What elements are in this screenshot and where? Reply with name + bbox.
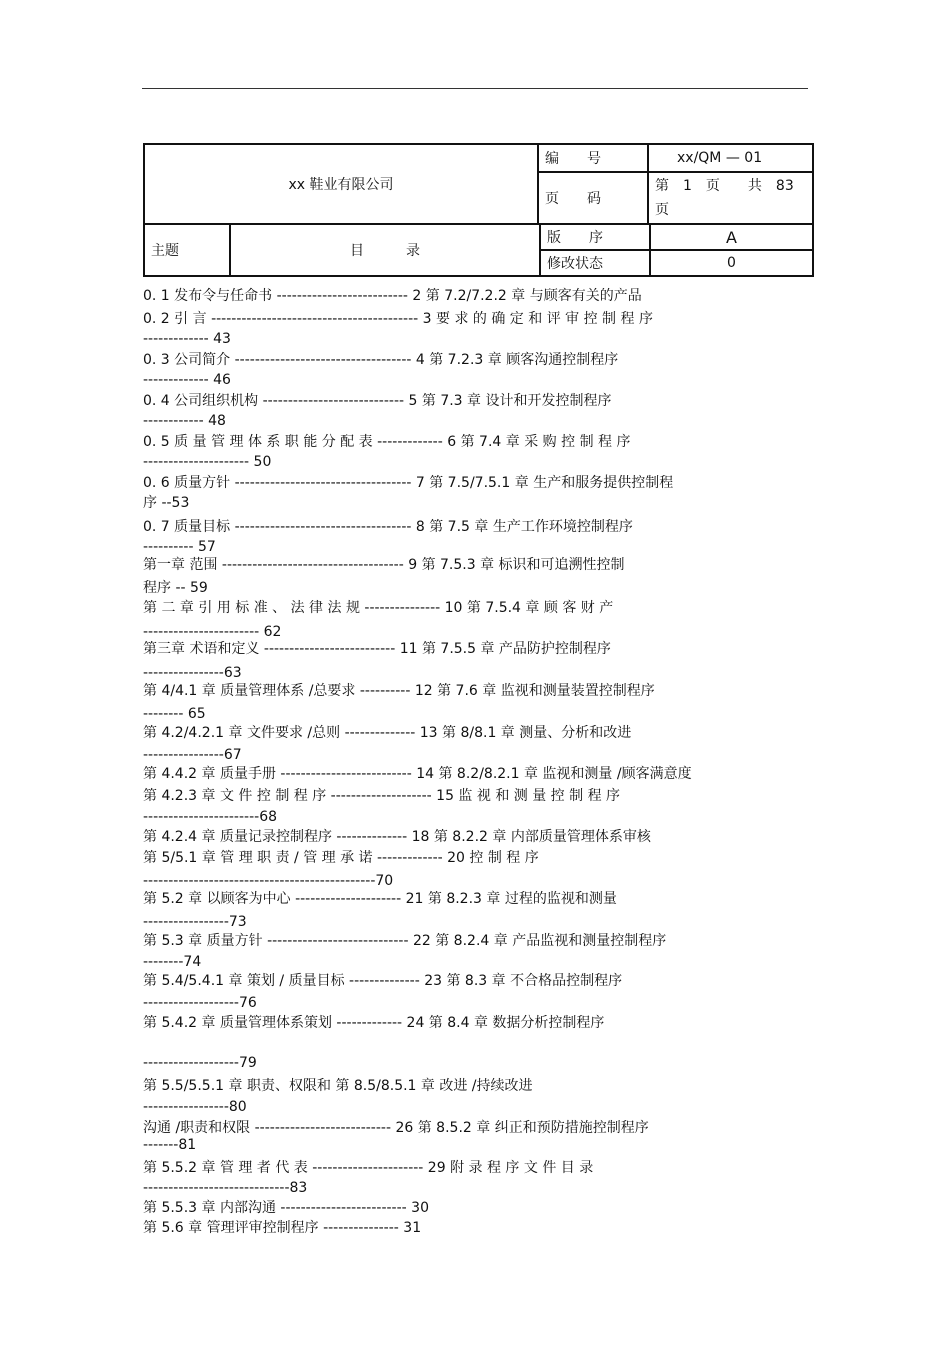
toc-line: ----------------------- 62 [143,624,282,640]
toc-line: 第 4.4.2 章 质量手册 -------------------------- 14 第 8.2/8.2.1 章 监视和测量 /顾客满意度 [143,766,692,782]
subject-value: 目 录 [230,224,540,276]
toc-line: ---------- 57 [143,539,216,555]
toc-line: 0. 1 发布令与任命书 -------------------------- 2 第 7.2/7.2.2 章 与顾客有关的产品 [143,288,642,304]
page-label: 页 码 [538,172,648,224]
toc-line: 第 5.2 章 以顾客为中心 --------------------- 21 第 8.2.3 章 过程的监视和测量 [143,891,617,907]
toc-line: -----------------73 [143,914,247,930]
version-value: A [650,224,813,250]
toc-line: 沟通 /职责和权限 --------------------------- 26 第 8.5.2 章 纠正和预防措施控制程序 [143,1120,649,1136]
toc-line: 0. 7 质量目标 ----------------------------------- 8 第 7.5 章 生产工作环境控制程序 [143,519,633,535]
toc-line: ------------- 46 [143,372,231,388]
version-label: 版 序 [540,224,650,250]
toc-line: 第三章 术语和定义 -------------------------- 11 第 7.5.5 章 产品防护控制程序 [143,641,611,657]
toc-line: -------81 [143,1137,197,1153]
toc-line: 第一章 范围 ------------------------------------ 9 第 7.5.3 章 标识和可追溯性控制 [143,557,625,573]
subject-label: 主题 [144,224,230,276]
toc-line: --------------------- 50 [143,454,272,470]
company-name: xx 鞋业有限公司 [144,144,538,224]
toc-line: 第 5.5/5.5.1 章 职责、权限和 第 8.5/8.5.1 章 改进 /持续改进 [143,1078,533,1094]
toc-line: 0. 6 质量方针 ----------------------------------- 7 第 7.5/7.5.1 章 生产和服务提供控制程 [143,475,674,491]
toc-line: 第 5.5.3 章 内部沟通 ------------------------- 30 [143,1200,429,1216]
toc-line: ----------------63 [143,665,242,681]
toc-line: 序 --53 [143,495,190,511]
toc-line: ------------ 48 [143,413,226,429]
toc-line: 0. 5 质 量 管 理 体 系 职 能 分 配 表 ------------- 6 第 7.4 章 采 购 控 制 程 序 [143,434,631,450]
code-label: 编 号 [538,144,648,172]
toc-line: 第 4.2.3 章 文 件 控 制 程 序 -------------------- 15 监 视 和 测 量 控 制 程 序 [143,788,621,804]
page-value-line1: 第 1 页 共 83 [655,178,794,194]
top-rule [142,88,808,89]
toc-line: 第 4.2.4 章 质量记录控制程序 -------------- 18 第 8.2.2 章 内部质量管理体系审核 [143,829,651,845]
toc-line: 第 二 章 引 用 标 准 、 法 律 法 规 --------------- 10 第 7.5.4 章 顾 客 财 产 [143,600,614,616]
revision-value: 0 [650,250,813,276]
page-value [648,172,813,224]
toc-line: ----------------67 [143,747,242,763]
toc-line: ----------------------------------------------70 [143,873,394,889]
toc-line: -------------------79 [143,1055,257,1071]
toc-line: --------74 [143,954,202,970]
page-value-line2: 页 [655,202,669,218]
toc-line: 第 5.5.2 章 管 理 者 代 表 ---------------------- 29 附 录 程 序 文 件 目 录 [143,1160,594,1176]
toc-line: -----------------80 [143,1099,247,1115]
toc-line: 第 5.3 章 质量方针 ---------------------------- 22 第 8.2.4 章 产品监视和测量控制程序 [143,933,667,949]
toc-line: 第 5.6 章 管理评审控制程序 --------------- 31 [143,1220,422,1236]
toc-line: 0. 3 公司简介 ----------------------------------- 4 第 7.2.3 章 顾客沟通控制程序 [143,352,619,368]
toc-line: -----------------------------83 [143,1180,308,1196]
toc-line: -------------------76 [143,995,257,1011]
toc-line: 第 5/5.1 章 管 理 职 责 / 管 理 承 诺 ------------- 20 控 制 程 序 [143,850,539,866]
toc-line: 第 5.4.2 章 质量管理体系策划 ------------- 24 第 8.4 章 数据分析控制程序 [143,1015,605,1031]
toc-line: 第 5.4/5.4.1 章 策划 / 质量目标 -------------- 23 第 8.3 章 不合格品控制程序 [143,973,623,989]
document-header-table [143,143,814,225]
toc-line: -------- 65 [143,706,206,722]
revision-label: 修改状态 [540,250,650,276]
toc-line: 程序 -- 59 [143,580,208,596]
toc-line: 0. 2 引 言 ----------------------------------------- 3 要 求 的 确 定 和 评 审 控 制 程 序 [143,311,653,327]
toc-line: 0. 4 公司组织机构 ---------------------------- 5 第 7.3 章 设计和开发控制程序 [143,393,612,409]
subject-table [143,223,814,277]
toc-line: 第 4.2/4.2.1 章 文件要求 /总则 -------------- 13 第 8/8.1 章 测量、分析和改进 [143,725,632,741]
code-value: xx/QM — 01 [648,144,813,172]
toc-line: ------------- 43 [143,331,231,347]
toc-line: 第 4/4.1 章 质量管理体系 /总要求 ---------- 12 第 7.6 章 监视和测量装置控制程序 [143,683,655,699]
toc-line: -----------------------68 [143,809,278,825]
